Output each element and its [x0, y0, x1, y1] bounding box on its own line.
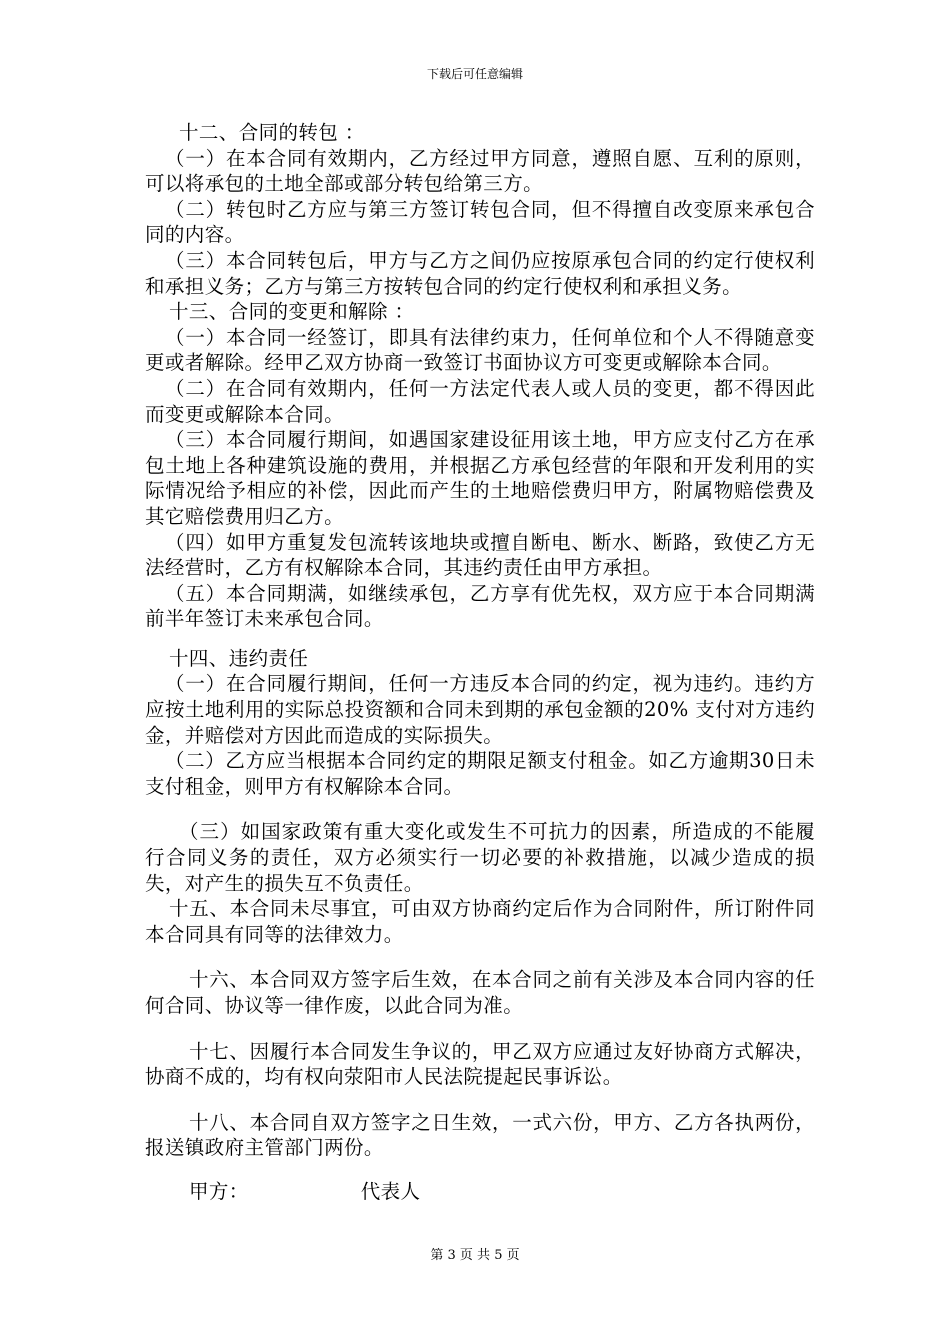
section-13-title: 十三、合同的变更和解除 ：: [169, 300, 415, 324]
section-14-clause-2: （二）乙方应当根据本合同约定的期限足额支付租金。如乙方逾期30日未支付租金，则甲方有权解除本合同。: [145, 749, 815, 798]
page-header: 下载后可任意编辑: [426, 67, 523, 81]
section-13-clause-2: （二）在合同有效期内，任何一方法定代表人或人员的变更，都不得因此而变更或解除本合同。: [145, 376, 815, 426]
section-14-clause-3: （三）如国家政策有重大变化或发生不可抗力的因素，所造成的不能履行合同义务的责任，双方必须实行一切必要的补救措施，以减少造成的损失，对产生的损失互不负责任。: [145, 820, 815, 895]
contract-body: [145, 120, 815, 1205]
section-12-clause-1: （一）在本合同有效期内，乙方经过甲方同意，遵照自愿、互利的原则，可以将承包的土地全部或部分转包给第三方。: [145, 146, 815, 196]
section-12-clause-2: （二）转包时乙方应与第三方签订转包合同，但不得擅自改变原来承包合同的内容。: [145, 197, 815, 247]
party-a-label: 甲方：: [189, 1179, 249, 1203]
section-17: 十七、因履行本合同发生争议的，甲乙双方应通过友好协商方式解决，协商不成的，均有权向荥阳市人民法院提起民事诉讼。: [145, 1039, 815, 1089]
section-14-title: 十四、违约责任: [169, 646, 309, 670]
section-18: 十八、本合同自双方签字之日生效，一式六份，甲方、乙方各执两份，报送镇政府主管部门两份。: [145, 1110, 815, 1160]
section-16: 十六、本合同双方签字后生效，在本合同之前有关涉及本合同内容的任何合同、协议等一律作废，以此合同为准。: [145, 968, 815, 1017]
section-12-title: 十二、合同的转包 ：: [179, 121, 365, 144]
section-13-clause-5: （五）本合同期满，如继续承包，乙方享有优先权，双方应于本合同期满前半年签订未来承包合同。: [145, 581, 815, 631]
section-12-clause-3: （三）本合同转包后，甲方与乙方之间仍应按原承包合同的约定行使权利和承担义务；乙方与第三方按转包合同的约定行使权利和承担义务。: [145, 248, 815, 298]
page-number: 第 3 页 共 5 页: [430, 1248, 520, 1263]
section-13-clause-3: （三）本合同履行期间，如遇国家建设征用该土地，甲方应支付乙方在承包土地上各种建筑设施的费用，并根据乙方承包经营的年限和开发利用的实际情况给予相应的补偿，因此而产生的土地赔偿费归甲方，附属物赔偿费及其它赔偿费用归乙方。: [145, 428, 815, 528]
section-13-clause-4: （四）如甲方重复发包流转该地块或擅自断电、断水、断路，致使乙方无法经营时，乙方有权解除本合同，其违约责任由甲方承担。: [145, 530, 815, 580]
section-15: 十五、本合同未尽事宜，可由双方协商约定后作为合同附件，所订附件同本合同具有同等的法律效力。: [145, 897, 815, 946]
representative-label: 代表人: [360, 1179, 421, 1203]
signature-line: [145, 1179, 815, 1205]
section-13-clause-1: （一）本合同一经签订，即具有法律约束力，任何单位和个人不得随意变更或者解除。经甲乙双方协商一致签订书面协议方可变更或解除本合同。: [145, 325, 815, 375]
section-14-clause-1: （一）在合同履行期间，任何一方违反本合同的约定，视为违约。违约方应按土地利用的实际总投资额和合同未到期的承包金额的20% 支付对方违约金，并赔偿对方因此而造成的实际损失。: [145, 672, 815, 747]
